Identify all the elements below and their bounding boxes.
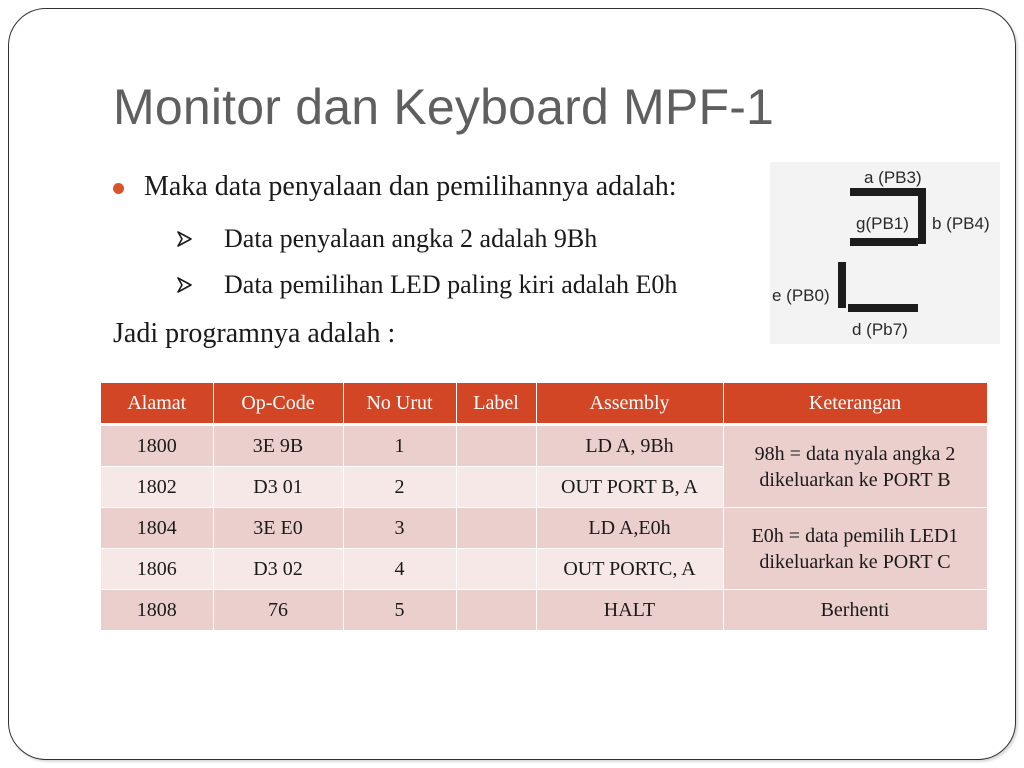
segment-d (848, 304, 918, 312)
seven-segment-diagram (770, 162, 1000, 344)
sub-bullet-item-1 (175, 224, 597, 254)
cell-assembly: LD A,E0h (536, 508, 723, 549)
segment-a-label: a (PB3) (864, 168, 922, 187)
filled-circle-icon (113, 183, 124, 194)
header-alamat: Alamat (101, 383, 213, 425)
segment-a (850, 188, 926, 196)
table-row (101, 590, 987, 631)
bullet-item (113, 171, 677, 203)
cell-label (456, 549, 536, 590)
slide-title: Monitor dan Keyboard MPF-1 (113, 79, 775, 135)
header-label: Label (456, 383, 536, 425)
table-row (101, 508, 987, 549)
cell-opcode: D3 01 (213, 467, 343, 508)
keterangan-line: E0h = data pemilih LED1 (751, 524, 959, 547)
cell-label (456, 508, 536, 549)
sub-bullet-text: Data pemilihan LED paling kiri adalah E0h (224, 270, 678, 299)
cell-label (456, 425, 536, 467)
cell-assembly: OUT PORTC, A (536, 549, 723, 590)
cell-keterangan (723, 508, 987, 590)
cell-assembly: HALT (536, 590, 723, 631)
program-table (101, 383, 988, 631)
cell-opcode: D3 02 (213, 549, 343, 590)
cell-alamat: 1808 (101, 590, 213, 631)
segment-d-label: d (Pb7) (852, 320, 908, 339)
cell-opcode: 3E 9B (213, 425, 343, 467)
header-opcode: Op-Code (213, 383, 343, 425)
arrowhead-right-icon (175, 276, 193, 294)
header-no-urut: No Urut (343, 383, 456, 425)
cell-no-urut: 3 (343, 508, 456, 549)
cell-no-urut: 1 (343, 425, 456, 467)
cell-assembly: OUT PORT B, A (536, 467, 723, 508)
cell-alamat: 1804 (101, 508, 213, 549)
bullet-text: Maka data penyalaan dan pemilihannya adalah: (144, 171, 677, 202)
keterangan-line: 98h = data nyala angka 2 (754, 442, 956, 465)
header-keterangan: Keterangan (723, 383, 987, 425)
arrowhead-right-icon (175, 230, 193, 248)
cell-label (456, 590, 536, 631)
cell-alamat: 1802 (101, 467, 213, 508)
segment-e-label: e (PB0) (772, 286, 830, 305)
cell-alamat: 1800 (101, 425, 213, 467)
segment-g-label: g(PB1) (856, 214, 909, 233)
cell-label (456, 467, 536, 508)
conclusion-text: Jadi programnya adalah : (113, 318, 396, 349)
segment-b-label: b (PB4) (932, 214, 990, 233)
cell-opcode: 76 (213, 590, 343, 631)
sub-bullet-item-2 (175, 270, 677, 300)
cell-keterangan: Berhenti (723, 590, 987, 631)
table-row (101, 425, 987, 467)
header-assembly: Assembly (536, 383, 723, 425)
segment-b (918, 196, 926, 244)
table-header-row (101, 383, 987, 425)
keterangan-line: dikeluarkan ke PORT C (759, 550, 951, 573)
cell-no-urut: 2 (343, 467, 456, 508)
cell-opcode: 3E E0 (213, 508, 343, 549)
cell-no-urut: 5 (343, 590, 456, 631)
cell-no-urut: 4 (343, 549, 456, 590)
keterangan-line: dikeluarkan ke PORT B (759, 468, 951, 491)
cell-keterangan (723, 425, 987, 508)
sub-bullet-text: Data penyalaan angka 2 adalah 9Bh (224, 224, 598, 253)
cell-alamat: 1806 (101, 549, 213, 590)
segment-e (838, 262, 846, 308)
cell-assembly: LD A, 9Bh (536, 425, 723, 467)
segment-g (850, 238, 918, 246)
